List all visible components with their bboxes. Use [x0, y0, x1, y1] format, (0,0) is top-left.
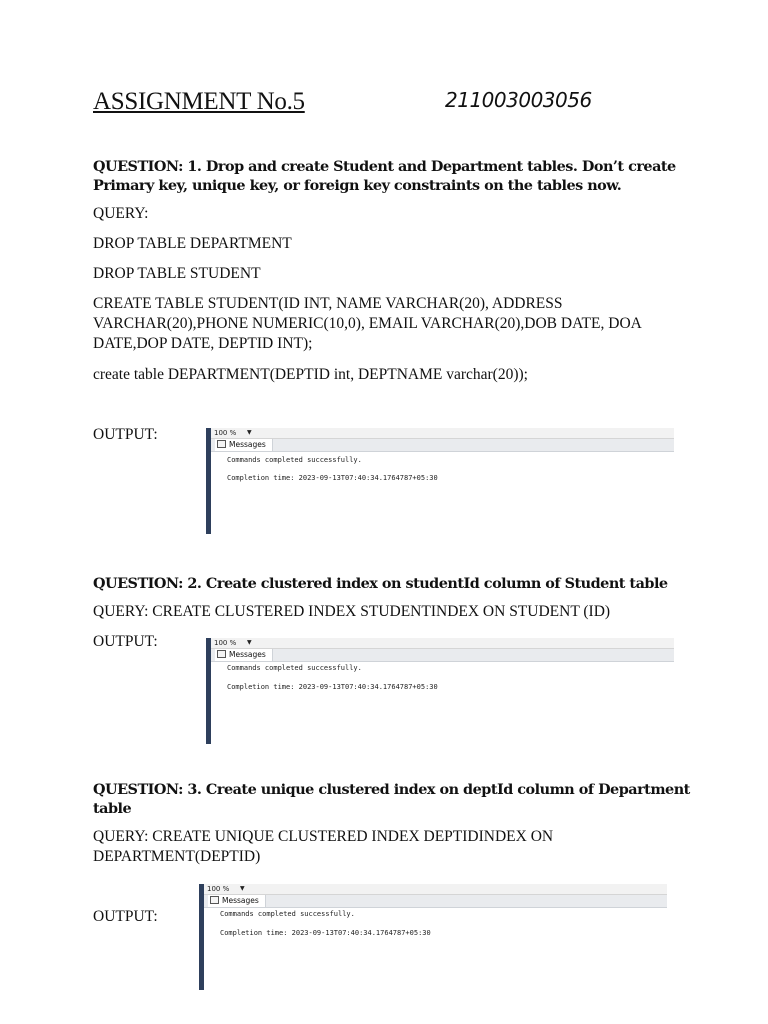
messages-icon: [217, 650, 226, 658]
query-2: QUERY: CREATE CLUSTERED INDEX STUDENTINDEX ON STUDENT (ID): [93, 603, 611, 620]
output-label-1: OUTPUT:: [93, 426, 158, 443]
query-create-student: CREATE TABLE STUDENT(ID INT, NAME VARCHAR(20), ADDRESS VARCHAR(20),PHONE NUMERIC(10,0), EMAIL VARCHAR(20),DOB DATE, DOA DATE,DOP DATE, DEPTID INT);: [93, 295, 641, 352]
output-label-2: OUTPUT:: [93, 633, 158, 650]
messages-panel-2: [206, 638, 674, 744]
result-tabs: [204, 895, 667, 908]
completion-time: Completion time: 2023-09-13T07:40:34.1764787+05:30: [220, 929, 431, 937]
completion-time: Completion time: 2023-09-13T07:40:34.1764787+05:30: [227, 683, 438, 691]
tab-messages[interactable]: [215, 439, 273, 451]
query-drop-department: DROP TABLE DEPARTMENT: [93, 235, 292, 252]
message-text: Commands completed successfully.: [227, 456, 362, 464]
messages-icon: [217, 440, 226, 448]
tab-messages[interactable]: [208, 895, 266, 907]
messages-panel-1: [206, 428, 674, 534]
zoom-control[interactable]: [211, 428, 674, 439]
output-label-3: OUTPUT:: [93, 908, 158, 925]
message-text: Commands completed successfully.: [227, 664, 362, 672]
zoom-control[interactable]: [204, 884, 667, 895]
tab-messages-label: Messages: [229, 650, 266, 659]
tab-messages-label: Messages: [222, 896, 259, 905]
question-3: QUESTION: 3. Create unique clustered index on deptId column of Department table: [93, 781, 690, 817]
question-1: QUESTION: 1. Drop and create Student and Department tables. Don’t create Primary key, unique key, or foreign key constraints on the tables now.: [93, 158, 676, 194]
result-tabs: [211, 439, 674, 452]
chevron-down-icon[interactable]: ▼: [247, 639, 252, 646]
query-drop-student: DROP TABLE STUDENT: [93, 265, 261, 282]
query-label-1: QUERY:: [93, 205, 149, 222]
chevron-down-icon[interactable]: ▼: [240, 885, 245, 892]
result-tabs: [211, 649, 674, 662]
messages-icon: [210, 896, 219, 904]
message-text: Commands completed successfully.: [220, 910, 355, 918]
chevron-down-icon[interactable]: ▼: [247, 429, 252, 436]
tab-messages[interactable]: [215, 649, 273, 661]
roll-number: 211003003056: [445, 88, 592, 112]
query-create-department: create table DEPARTMENT(DEPTID int, DEPTNAME varchar(20));: [93, 366, 528, 383]
zoom-level: 100 %: [214, 429, 237, 437]
assignment-title: ASSIGNMENT No.5: [93, 88, 305, 115]
zoom-level: 100 %: [207, 885, 230, 893]
messages-panel-3: [199, 884, 667, 990]
zoom-control[interactable]: [211, 638, 674, 649]
question-2: QUESTION: 2. Create clustered index on studentId column of Student table: [93, 575, 668, 592]
query-3: QUERY: CREATE UNIQUE CLUSTERED INDEX DEPTIDINDEX ON DEPARTMENT(DEPTID): [93, 828, 554, 865]
completion-time: Completion time: 2023-09-13T07:40:34.1764787+05:30: [227, 474, 438, 482]
tab-messages-label: Messages: [229, 440, 266, 449]
zoom-level: 100 %: [214, 639, 237, 647]
